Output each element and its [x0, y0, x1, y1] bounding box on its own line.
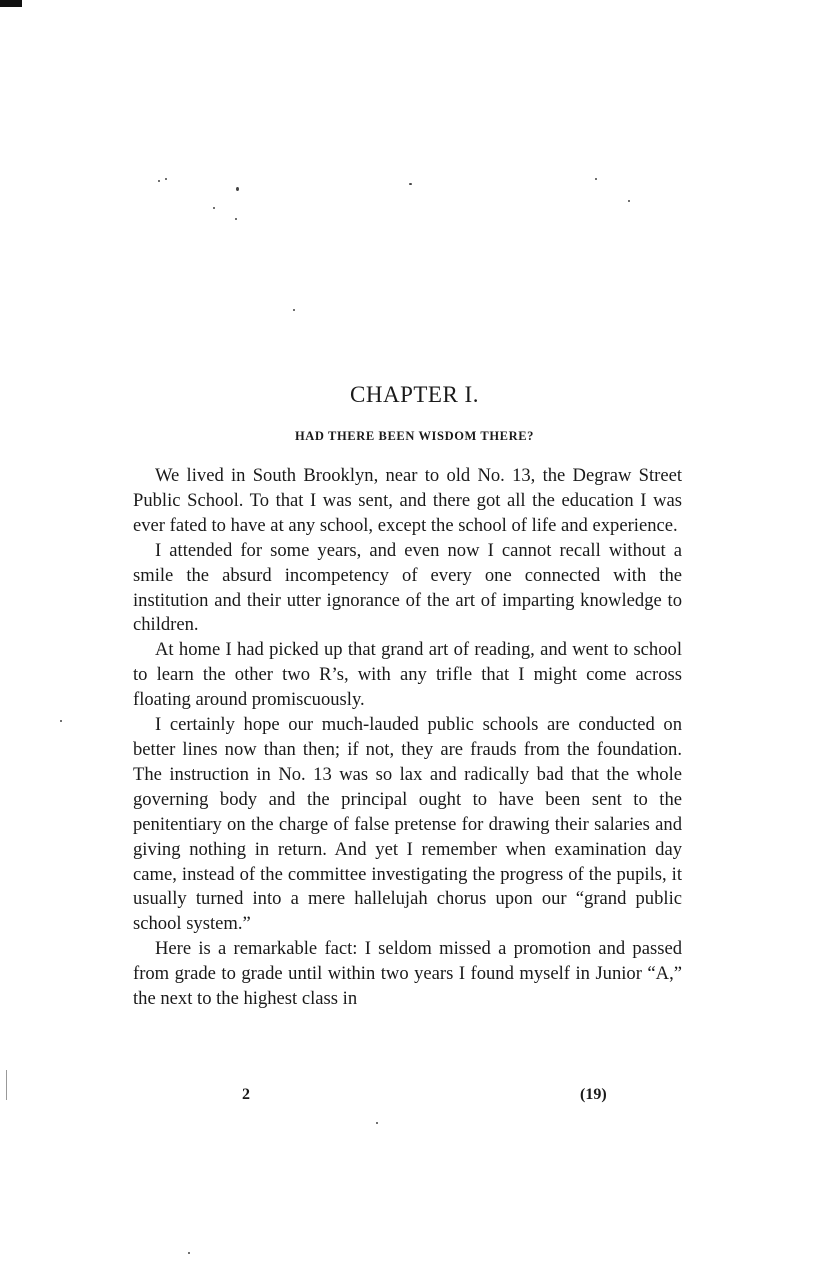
scan-speck — [213, 207, 215, 209]
signature-mark: 2 — [242, 1086, 250, 1103]
paragraph: I certainly hope our much-lauded public schools are conducted on better lines now than then; if not, they are frauds from the foundation. The instruction in No. 13 was so lax and radically bad that the whole governing body and the principal ought to have been sent to the penitentiary on the charge of false pretense for drawing their salaries and giving nothing in return. And yet I remember when examination day came, instead of the committee investigating the progress of the pupils, it usually turned into a mere hallelujah chorus upon our “grand public school system.” — [133, 714, 682, 935]
scan-speck — [409, 183, 412, 185]
scan-speck — [188, 1252, 190, 1254]
scan-speck — [158, 180, 160, 182]
paragraph: We lived in South Brooklyn, near to old No. 13, the Degraw Street Public School. To that I was sent, and there got all the education I was ever fated to have at any school, except the school of life and experience. — [133, 465, 682, 536]
paragraph: I attended for some years, and even now I cannot recall without a smile the absurd incompetency of every one connected with the institution and their utter ignorance of the art of imparting knowledge to children. — [133, 539, 682, 636]
chapter-title: CHAPTER I. — [350, 382, 479, 407]
scan-speck — [165, 178, 167, 180]
scan-corner-mark — [0, 0, 22, 7]
scan-speck — [376, 1122, 378, 1124]
chapter-body — [133, 464, 682, 1012]
scan-speck — [236, 187, 239, 191]
paragraph: At home I had picked up that grand art of reading, and went to school to learn the other two R’s, with any trifle that I might come across floating around promiscuously. — [133, 639, 682, 711]
scan-speck — [60, 720, 62, 722]
scan-speck — [293, 309, 295, 311]
scan-speck — [628, 200, 630, 202]
page-number: (19) — [580, 1086, 607, 1103]
scan-speck — [235, 218, 237, 220]
page-footer — [0, 1086, 829, 1110]
chapter-subtitle: HAD THERE BEEN WISDOM THERE? — [294, 429, 535, 443]
scan-speck — [595, 178, 597, 180]
paragraph: Here is a remarkable fact: I seldom missed a promotion and passed from grade to grade until within two years I found myself in Junior “A,” the next to the highest class in — [133, 938, 682, 1010]
